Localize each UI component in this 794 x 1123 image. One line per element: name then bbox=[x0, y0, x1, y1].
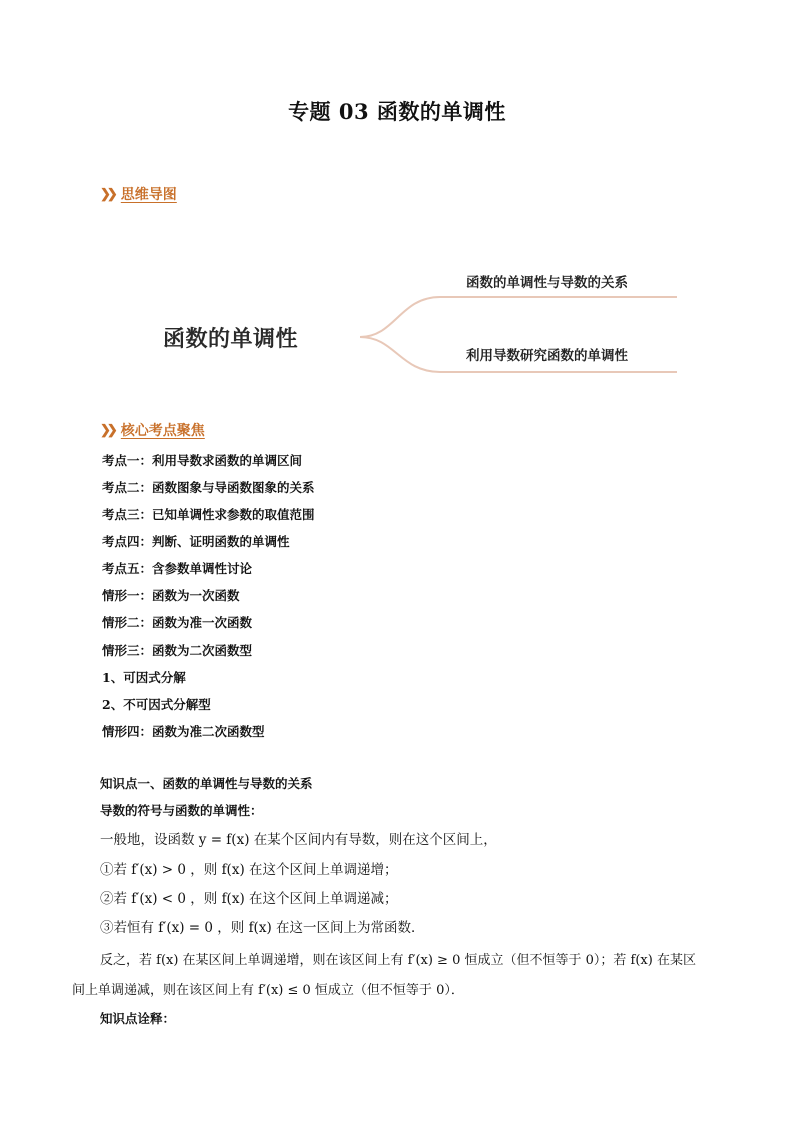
mindmap-connectors bbox=[0, 0, 794, 420]
list-item: 考点五：含参数单调性讨论 bbox=[102, 561, 253, 576]
list-item: 考点四：判断、证明函数的单调性 bbox=[102, 534, 290, 549]
double-chevron-icon: ❯❯ bbox=[100, 186, 114, 202]
list-item: 考点三：已知单调性求参数的取值范围 bbox=[102, 507, 315, 522]
knowledge-converse-line1: 反之，若 f(x) 在某区间上单调递增，则在该区间上有 f′(x) ≥ 0 恒成立（但不恒等于 0）；若 f(x) 在某区 bbox=[100, 953, 696, 968]
page-title: 专题 03 函数的单调性 bbox=[288, 99, 506, 124]
list-item: 2、不可因式分解型 bbox=[102, 697, 211, 712]
list-item: 1、可因式分解 bbox=[102, 670, 186, 685]
core-section-heading bbox=[100, 420, 205, 440]
list-item: 情形二：函数为准一次函数 bbox=[102, 615, 253, 630]
knowledge-case-3: ③若恒有 f′(x) = 0 ，则 f(x) 在这一区间上为常函数． bbox=[100, 920, 425, 936]
double-chevron-icon: ❯❯ bbox=[100, 422, 114, 438]
mindmap-branch-1: 函数的单调性与导数的关系 bbox=[466, 275, 628, 291]
knowledge-case-2: ②若 f′(x) < 0 ，则 f(x) 在这个区间上单调递减； bbox=[100, 891, 398, 907]
list-item: 情形一：函数为一次函数 bbox=[102, 588, 240, 603]
knowledge-subheading: 导数的符号与函数的单调性： bbox=[100, 803, 263, 818]
knowledge-converse-line2: 间上单调递减，则在该区间上有 f′(x) ≤ 0 恒成立（但不恒等于 0）． bbox=[72, 983, 464, 998]
mindmap-root: 函数的单调性 bbox=[163, 327, 299, 352]
knowledge-heading: 知识点一、函数的单调性与导数的关系 bbox=[100, 776, 313, 791]
knowledge-case-1: ①若 f′(x) > 0 ，则 f(x) 在这个区间上单调递增； bbox=[100, 862, 398, 878]
knowledge-intro: 一般地，设函数 y = f(x) 在某个区间内有导数，则在这个区间上， bbox=[100, 832, 497, 848]
mindmap-branch-2: 利用导数研究函数的单调性 bbox=[466, 348, 628, 364]
list-item: 考点一：利用导数求函数的单调区间 bbox=[102, 453, 303, 468]
knowledge-explain-heading: 知识点诠释： bbox=[100, 1011, 176, 1026]
list-item: 考点二：函数图象与导函数图象的关系 bbox=[102, 480, 315, 495]
mindmap-connector-top bbox=[360, 297, 677, 337]
mindmap-section-label: 思维导图 bbox=[120, 187, 177, 203]
list-item: 情形三：函数为二次函数型 bbox=[102, 643, 253, 658]
core-section-label: 核心考点聚焦 bbox=[120, 423, 205, 439]
list-item: 情形四：函数为准二次函数型 bbox=[102, 724, 265, 739]
